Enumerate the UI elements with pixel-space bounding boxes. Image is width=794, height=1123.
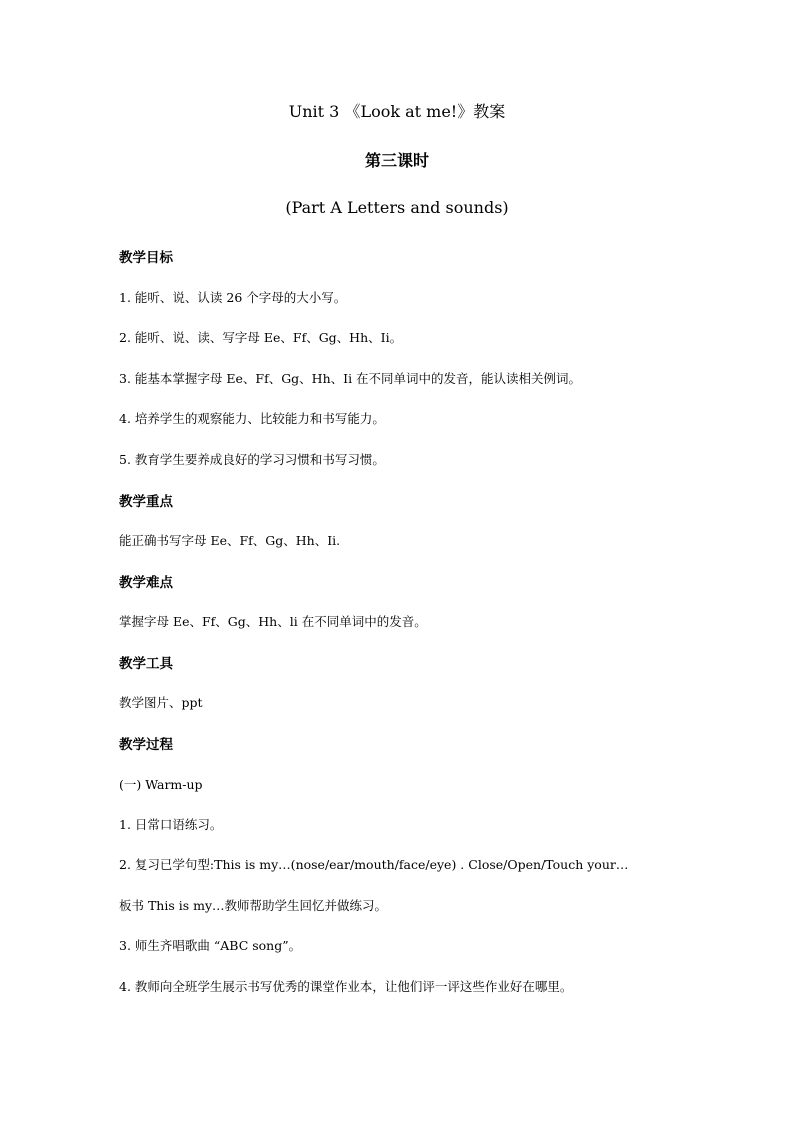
objective-item-2: 2. 能听、说、读、写字母 Ee、Ff、Gg、Hh、Ii。 xyxy=(119,330,403,345)
objective-item-5: 5. 教育学生要养成良好的学习习惯和书写习惯。 xyxy=(119,452,385,467)
difficulties-text: 掌握字母 Ee、Ff、Gg、Hh、li 在不同单词中的发音。 xyxy=(119,614,427,629)
document-title: Unit 3 《Look at me!》教案 xyxy=(288,102,506,121)
process-item-1: 1. 日常口语练习。 xyxy=(119,817,223,832)
objective-item-1: 1. 能听、说、认读 26 个字母的大小写。 xyxy=(119,290,347,305)
process-item-2: 2. 复习已学句型:This is my…(nose/ear/mouth/face/eye) . Close/Open/Touch your… xyxy=(119,857,629,872)
process-item-3: 3. 师生齐唱歌曲 “ABC song”。 xyxy=(119,938,302,953)
process-item-2-note: 板书 This is my…教师帮助学生回忆并做练习。 xyxy=(119,898,388,913)
objectives-heading: 教学目标 xyxy=(119,250,173,266)
lesson-title: 第三课时 xyxy=(364,151,429,170)
objective-item-3: 3. 能基本掌握字母 Ee、Ff、Gg、Hh、Ii 在不同单词中的发音，能认读相关例词。 xyxy=(119,371,582,386)
key-points-heading: 教学重点 xyxy=(119,494,173,510)
tools-heading: 教学工具 xyxy=(119,656,173,672)
objective-item-4: 4. 培养学生的观察能力、比较能力和书写能力。 xyxy=(119,411,385,426)
tools-text: 教学图片、ppt xyxy=(119,695,203,710)
process-heading: 教学过程 xyxy=(119,737,173,753)
process-item-4: 4. 教师向全班学生展示书写优秀的课堂作业本，让他们评一评这些作业好在哪里。 xyxy=(119,979,573,994)
process-subheading: (一) Warm-up xyxy=(119,777,203,792)
key-points-text: 能正确书写字母 Ee、Ff、Gg、Hh、Ii. xyxy=(119,533,341,548)
difficulties-heading: 教学难点 xyxy=(119,575,173,591)
part-title: (Part A Letters and sounds) xyxy=(285,198,509,217)
